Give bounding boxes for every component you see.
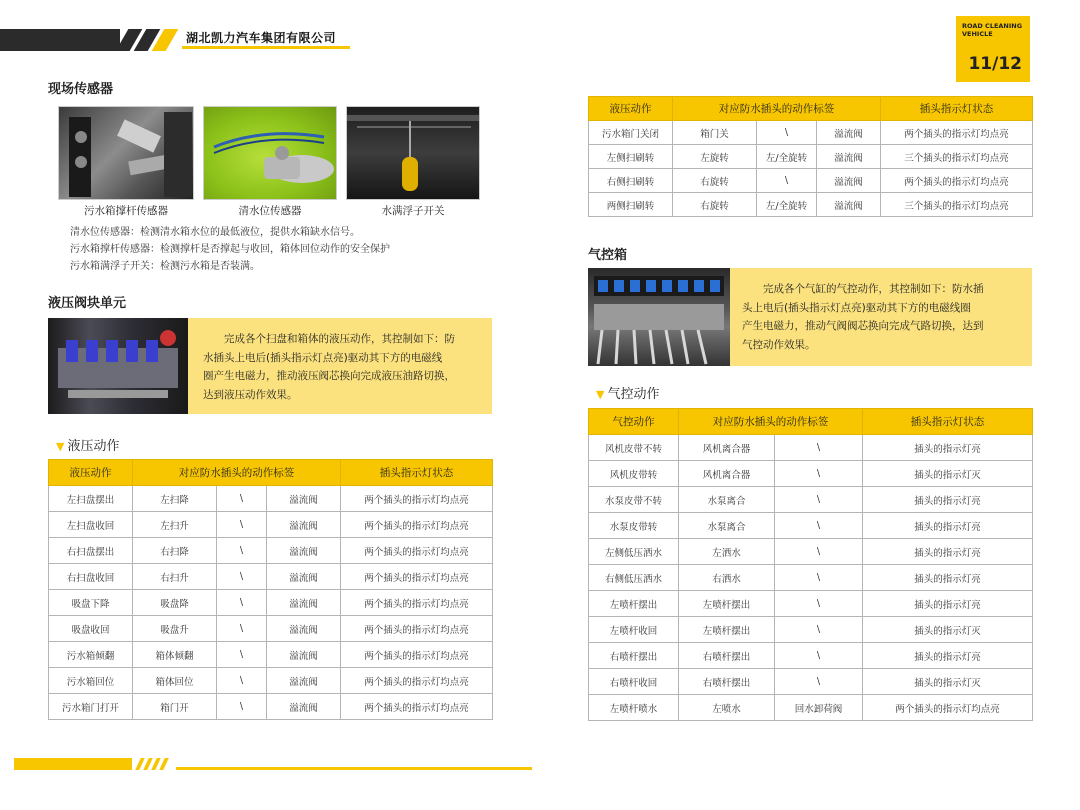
table-cell: \: [217, 486, 267, 512]
table-header-cell: 液压动作: [589, 97, 673, 121]
sensor-note: 污水箱满浮子开关：检测污水箱是否装满。: [70, 261, 260, 272]
table-cell: 水泵皮带不转: [589, 487, 679, 513]
table-cell: 两个插头的指示灯均点亮: [341, 512, 493, 538]
table-cell: 污水箱倾翻: [49, 642, 133, 668]
sewage-strut-sensor-photo: [58, 106, 194, 200]
table-row: [49, 616, 493, 642]
table-cell: 插头的指示灯灭: [863, 617, 1033, 643]
table-cell: 吸盘收回: [49, 616, 133, 642]
table-cell: 插头的指示灯灭: [863, 461, 1033, 487]
table-cell: 两个插头的指示灯均点亮: [341, 538, 493, 564]
table-cell: 右喷杆摆出: [589, 643, 679, 669]
table-cell: 左/全旋转: [757, 193, 817, 217]
table-row: [589, 169, 1033, 193]
table-cell: 污水箱回位: [49, 668, 133, 694]
footer-line: [176, 767, 532, 770]
table-cell: 风机离合器: [679, 461, 775, 487]
table-row: [49, 642, 493, 668]
table-cell: 水泵皮带转: [589, 513, 679, 539]
hydraulic-actions-title: [56, 435, 119, 454]
table-cell: 溢流阀: [817, 145, 881, 169]
table-cell: 吸盘升: [133, 616, 217, 642]
pneumatic-desc-line: 产生电磁力，推动气阀阀芯换向完成气路切换，达到: [742, 320, 984, 332]
table-cell: \: [775, 617, 863, 643]
table-header-row: [589, 409, 1033, 435]
caption-float-switch: 水满浮子开关: [381, 205, 445, 217]
caption-clean-water-sensor: 清水位传感器: [238, 205, 302, 217]
table-cell: \: [775, 435, 863, 461]
table-cell: 溢流阀: [817, 169, 881, 193]
table-cell: 左喷杆摆出: [589, 591, 679, 617]
table-cell: 右旋转: [673, 193, 757, 217]
pneumatic-box-photo: [588, 268, 730, 366]
table-cell: \: [775, 461, 863, 487]
table-cell: 插头的指示灯亮: [863, 487, 1033, 513]
table-row: [589, 435, 1033, 461]
table-header-cell: 对应防水插头的动作标签: [673, 97, 881, 121]
table-cell: 两个插头的指示灯均点亮: [341, 486, 493, 512]
table-cell: 溢流阀: [267, 486, 341, 512]
table-cell: 三个插头的指示灯均点亮: [881, 145, 1033, 169]
table-cell: 两个插头的指示灯均点亮: [341, 642, 493, 668]
table-cell: 箱门开: [133, 694, 217, 720]
table-header-cell: 对应防水插头的动作标签: [133, 460, 341, 486]
table-cell: \: [775, 643, 863, 669]
table-cell: 两个插头的指示灯均点亮: [341, 694, 493, 720]
header-underline: [182, 46, 350, 49]
table-cell: 回水卸荷阀: [775, 695, 863, 721]
table-cell: 溢流阀: [267, 512, 341, 538]
footer-bar: [14, 758, 132, 770]
table-row: [589, 461, 1033, 487]
table-cell: 右洒水: [679, 565, 775, 591]
table-cell: \: [775, 669, 863, 695]
table-header-cell: 插头指示灯状态: [341, 460, 493, 486]
page-tag-box: [956, 16, 1030, 82]
table-cell: \: [775, 591, 863, 617]
table-cell: 插头的指示灯亮: [863, 565, 1033, 591]
table-row: [49, 590, 493, 616]
pneumatic-box-title: 气控箱: [588, 248, 628, 263]
table-cell: \: [775, 487, 863, 513]
table-cell: 两个插头的指示灯均点亮: [881, 121, 1033, 145]
table-cell: 箱体回位: [133, 668, 217, 694]
table-row: [49, 694, 493, 720]
table-cell: 两侧扫刷转: [589, 193, 673, 217]
hydraulic-desc-line: 水插头上电后(插头指示灯点亮)驱动其下方的电磁线: [203, 351, 443, 364]
table-cell: 左喷水: [679, 695, 775, 721]
table-row: [49, 486, 493, 512]
page-tag-line1: ROAD CLEANING: [962, 22, 1023, 30]
table-header-row: [49, 460, 493, 486]
table-cell: \: [217, 668, 267, 694]
table-cell: 吸盘降: [133, 590, 217, 616]
sensors-title: 现场传感器: [48, 82, 114, 97]
table-cell: \: [775, 513, 863, 539]
table-row: [589, 591, 1033, 617]
table-header-cell: 气控动作: [589, 409, 679, 435]
table-row: [49, 668, 493, 694]
hydraulic-desc-line: 圈产生电磁力，推动液压阀芯换向完成液压油路切换，: [203, 370, 455, 382]
table-row: [589, 643, 1033, 669]
table-header-cell: 插头指示灯状态: [863, 409, 1033, 435]
table-cell: 插头的指示灯亮: [863, 435, 1033, 461]
table-cell: \: [217, 694, 267, 720]
water-full-float-switch-photo: [346, 106, 480, 200]
triangle-marker-icon: ▼: [596, 388, 605, 401]
table-cell: 污水箱门关闭: [589, 121, 673, 145]
table-header-cell: 液压动作: [49, 460, 133, 486]
table-row: [49, 512, 493, 538]
table-cell: 两个插头的指示灯均点亮: [341, 616, 493, 642]
table-row: [589, 145, 1033, 169]
table-cell: \: [775, 539, 863, 565]
pneumatic-desc-line: 头上电后(插头指示灯点亮)驱动其下方的电磁线圈: [742, 301, 971, 314]
table-cell: 风机离合器: [679, 435, 775, 461]
table-cell: 溢流阀: [267, 616, 341, 642]
table-cell: 左侧扫刷转: [589, 145, 673, 169]
table-cell: 溢流阀: [267, 590, 341, 616]
table-row: [589, 193, 1033, 217]
table-cell: 水泵离合: [679, 487, 775, 513]
header-dark-bar: [0, 29, 120, 51]
table-cell: 左喷杆喷水: [589, 695, 679, 721]
table-cell: 插头的指示灯亮: [863, 539, 1033, 565]
table-cell: 两个插头的指示灯均点亮: [341, 668, 493, 694]
table-cell: 溢流阀: [267, 668, 341, 694]
table-cell: 两个插头的指示灯均点亮: [341, 564, 493, 590]
table-cell: 右侧低压洒水: [589, 565, 679, 591]
table-cell: 吸盘下降: [49, 590, 133, 616]
table-cell: 三个插头的指示灯均点亮: [881, 193, 1033, 217]
table-cell: 溢流阀: [267, 538, 341, 564]
table-cell: 箱体倾翻: [133, 642, 217, 668]
table-cell: 溢流阀: [817, 193, 881, 217]
table-cell: 水泵离合: [679, 513, 775, 539]
table-cell: 污水箱门打开: [49, 694, 133, 720]
table-cell: 左扫升: [133, 512, 217, 538]
table-cell: 左喷杆摆出: [679, 617, 775, 643]
table-cell: 插头的指示灯亮: [863, 513, 1033, 539]
table-cell: 右扫升: [133, 564, 217, 590]
table-cell: 右喷杆摆出: [679, 669, 775, 695]
table-cell: \: [775, 565, 863, 591]
company-name: 湖北凯力汽车集团有限公司: [186, 31, 337, 45]
table-cell: 两个插头的指示灯均点亮: [881, 169, 1033, 193]
table-cell: 风机皮带不转: [589, 435, 679, 461]
table-cell: 右旋转: [673, 169, 757, 193]
pneumatic-desc-line: 气控动作效果。: [742, 338, 816, 351]
table-cell: 两个插头的指示灯均点亮: [341, 590, 493, 616]
table-row: [589, 565, 1033, 591]
clean-water-level-sensor-photo: [203, 106, 337, 200]
table-cell: 溢流阀: [817, 121, 881, 145]
pneumatic-desc-line: 完成各个气缸的气控动作，其控制如下：防水插: [763, 283, 984, 295]
table-cell: 左洒水: [679, 539, 775, 565]
pneumatic-actions-title: [596, 383, 659, 402]
table-row: [589, 487, 1033, 513]
hydraulic-actions-table: [48, 459, 493, 720]
table-row: [49, 564, 493, 590]
table-cell: 左扫降: [133, 486, 217, 512]
pneumatic-description: [742, 280, 1024, 354]
table-cell: 右扫盘摆出: [49, 538, 133, 564]
table-cell: 右喷杆收回: [589, 669, 679, 695]
table-cell: 左旋转: [673, 145, 757, 169]
table-cell: \: [217, 564, 267, 590]
table-header-row: [589, 97, 1033, 121]
table-header-cell: 对应防水插头的动作标签: [679, 409, 863, 435]
table-cell: \: [217, 538, 267, 564]
page-tag: [962, 22, 1022, 38]
pneumatic-actions-label: 气控动作: [607, 387, 660, 402]
table-cell: 左侧低压洒水: [589, 539, 679, 565]
table-cell: 左喷杆收回: [589, 617, 679, 643]
table-cell: 风机皮带转: [589, 461, 679, 487]
table-cell: \: [757, 121, 817, 145]
table-cell: 两个插头的指示灯均点亮: [863, 695, 1033, 721]
table-cell: 左扫盘收回: [49, 512, 133, 538]
table-cell: 左扫盘摆出: [49, 486, 133, 512]
table-cell: 插头的指示灯灭: [863, 669, 1033, 695]
table-cell: 插头的指示灯亮: [863, 591, 1033, 617]
hydraulic-block-title: 液压阀块单元: [48, 296, 127, 311]
table-cell: 右扫降: [133, 538, 217, 564]
table-cell: 溢流阀: [267, 564, 341, 590]
table-cell: \: [217, 590, 267, 616]
hydraulic-description: [203, 330, 487, 404]
table-cell: \: [217, 642, 267, 668]
table-row: [49, 538, 493, 564]
sensor-note: 污水箱撑杆传感器：检测撑杆是否撑起与收回，箱体回位动作的安全保护: [70, 244, 390, 255]
table-cell: 插头的指示灯亮: [863, 643, 1033, 669]
hydraulic-actions-label: 液压动作: [67, 439, 120, 454]
hydraulic-valve-photo: [48, 318, 188, 414]
hydraulic-desc-line: 达到液压动作效果。: [203, 388, 298, 401]
footer-stripe: [159, 758, 169, 770]
table-cell: 右侧扫刷转: [589, 169, 673, 193]
page-number: 11/12: [968, 54, 1022, 74]
table-row: [589, 513, 1033, 539]
table-row: [589, 617, 1033, 643]
sensor-note: 清水位传感器：检测清水箱水位的最低液位，提供水箱缺水信号。: [70, 227, 360, 238]
table-cell: 右喷杆摆出: [679, 643, 775, 669]
hydraulic-desc-line: 完成各个扫盘和箱体的液压动作，其控制如下：防: [224, 333, 455, 345]
table-cell: 右扫盘收回: [49, 564, 133, 590]
table-cell: 箱门关: [673, 121, 757, 145]
triangle-marker-icon: ▼: [56, 440, 65, 453]
table-cell: 左喷杆摆出: [679, 591, 775, 617]
table-row: [589, 539, 1033, 565]
hydraulic-actions-cont-table: [588, 96, 1033, 217]
table-cell: 溢流阀: [267, 694, 341, 720]
table-header-cell: 插头指示灯状态: [881, 97, 1033, 121]
table-row: [589, 121, 1033, 145]
table-cell: \: [217, 616, 267, 642]
table-cell: \: [757, 169, 817, 193]
table-row: [589, 695, 1033, 721]
table-cell: 溢流阀: [267, 642, 341, 668]
sensor-notes: [70, 224, 490, 275]
table-cell: \: [217, 512, 267, 538]
table-row: [589, 669, 1033, 695]
pneumatic-actions-table: [588, 408, 1033, 721]
table-cell: 左/全旋转: [757, 145, 817, 169]
page-tag-line2: VEHICLE: [962, 30, 993, 38]
caption-strut-sensor: 污水箱撑杆传感器: [84, 205, 168, 217]
